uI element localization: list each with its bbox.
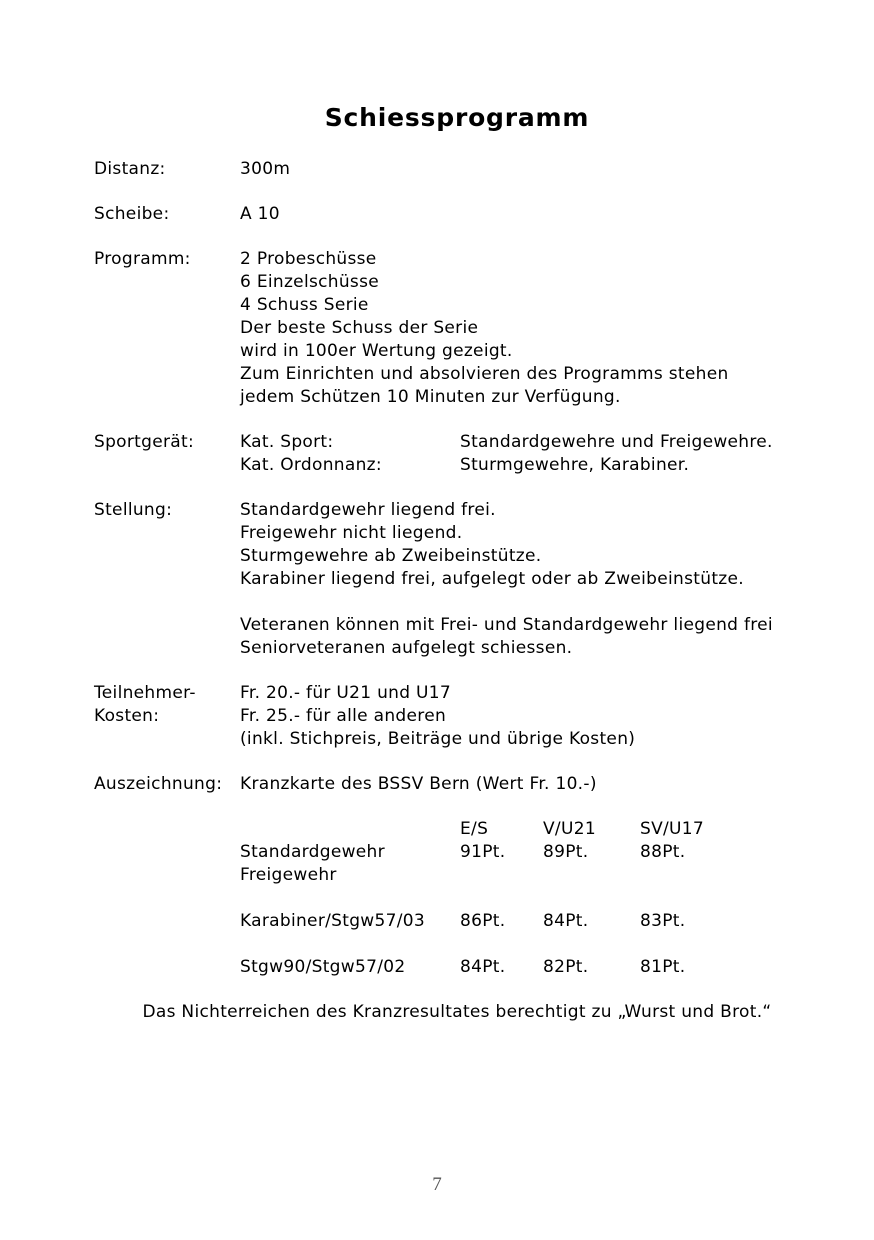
section-teilnehmer-kosten bbox=[94, 682, 820, 751]
sportgeraet-val: Standardgewehre und Freigewehre. bbox=[460, 432, 773, 452]
column-header-svu17: SV/U17 bbox=[640, 819, 705, 839]
points-vu21: 82Pt. bbox=[543, 957, 589, 977]
weapon-label: Stgw90/Stgw57/02 bbox=[240, 957, 406, 977]
section-stellung-label: Stellung: bbox=[94, 500, 173, 520]
text-line: Fr. 25.- für alle anderen bbox=[240, 706, 447, 726]
text-line: (inkl. Stichpreis, Beiträge und übrige Kosten) bbox=[240, 729, 636, 749]
points-es: 84Pt. bbox=[460, 957, 506, 977]
page-number: 7 bbox=[432, 1174, 442, 1195]
text-line: Karabiner liegend frei, aufgelegt oder ab Zweibeinstütze. bbox=[240, 569, 744, 589]
section-auszeichnung-label: Auszeichnung: bbox=[94, 774, 223, 794]
sportgeraet-val: Sturmgewehre, Karabiner. bbox=[460, 455, 690, 475]
weapon-label: Standardgewehr bbox=[240, 842, 385, 862]
sportgeraet-key: Kat. Ordonnanz: bbox=[240, 455, 382, 475]
section-teilnehmer-kosten-label bbox=[94, 682, 240, 751]
table-row bbox=[240, 956, 820, 979]
column-header-es: E/S bbox=[460, 819, 489, 839]
section-distanz-value: 300m bbox=[240, 159, 291, 179]
section-sportgeraet-label: Sportgerät: bbox=[94, 432, 194, 452]
text-line: wird in 100er Wertung gezeigt. bbox=[240, 341, 513, 361]
points-table-header-row bbox=[240, 818, 820, 841]
section-scheibe-label: Scheibe: bbox=[94, 204, 170, 224]
section-sportgeraet bbox=[94, 431, 820, 477]
text-line: Veteranen können mit Frei- und Standardgewehr liegend frei bbox=[240, 615, 773, 635]
blank-line bbox=[240, 933, 820, 956]
text-line: 2 Probeschüsse bbox=[240, 249, 377, 269]
section-programm bbox=[94, 248, 820, 409]
sportgeraet-key: Kat. Sport: bbox=[240, 432, 334, 452]
points-table-header-empty bbox=[240, 818, 460, 841]
footer-note: Das Nichterreichen des Kranzresultates berechtigt zu „Wurst und Brot.“ bbox=[142, 1002, 772, 1022]
table-row bbox=[240, 910, 820, 933]
section-teilnehmer-kosten-value bbox=[240, 682, 820, 751]
section-auszeichnung-value: Kranzkarte des BSSV Bern (Wert Fr. 10.-) bbox=[240, 774, 597, 794]
points-svu17: 81Pt. bbox=[640, 957, 686, 977]
text-line: jedem Schützen 10 Minuten zur Verfügung. bbox=[240, 387, 621, 407]
text-line: Der beste Schuss der Serie bbox=[240, 318, 479, 338]
text-line: Kosten: bbox=[94, 706, 160, 726]
points-table bbox=[240, 818, 820, 979]
points-es: 86Pt. bbox=[460, 911, 506, 931]
section-scheibe bbox=[94, 203, 820, 226]
points-svu17: 83Pt. bbox=[640, 911, 686, 931]
column-header-vu21: V/U21 bbox=[543, 819, 596, 839]
points-table-indent bbox=[94, 818, 240, 979]
weapon-label: Freigewehr bbox=[240, 865, 337, 885]
points-es: 91Pt. bbox=[460, 842, 506, 862]
points-table-section bbox=[94, 818, 820, 979]
text-line: Zum Einrichten und absolvieren des Programms stehen bbox=[240, 364, 729, 384]
section-sportgeraet-value bbox=[240, 431, 820, 477]
section-programm-value bbox=[240, 248, 820, 409]
text-line: 4 Schuss Serie bbox=[240, 295, 369, 315]
blank-line bbox=[240, 591, 820, 614]
section-auszeichnung bbox=[94, 773, 820, 796]
sportgeraet-row bbox=[240, 454, 820, 477]
text-line: Sturmgewehre ab Zweibeinstütze. bbox=[240, 546, 542, 566]
sportgeraet-row bbox=[240, 431, 820, 454]
section-stellung bbox=[94, 499, 820, 660]
points-vu21: 89Pt. bbox=[543, 842, 589, 862]
text-line: Seniorveteranen aufgelegt schiessen. bbox=[240, 638, 573, 658]
blank-line bbox=[240, 887, 820, 910]
text-line: 6 Einzelschüsse bbox=[240, 272, 379, 292]
page-title: Schiessprogramm bbox=[324, 103, 590, 132]
section-scheibe-value: A 10 bbox=[240, 204, 280, 224]
section-stellung-value bbox=[240, 499, 820, 660]
points-svu17: 88Pt. bbox=[640, 842, 686, 862]
weapon-label: Karabiner/Stgw57/03 bbox=[240, 911, 425, 931]
text-line: Teilnehmer- bbox=[94, 683, 196, 703]
text-line: Standardgewehr liegend frei. bbox=[240, 500, 496, 520]
text-line: Fr. 20.- für U21 und U17 bbox=[240, 683, 452, 703]
section-programm-label: Programm: bbox=[94, 249, 191, 269]
table-row bbox=[240, 841, 820, 887]
section-distanz bbox=[94, 158, 820, 181]
points-vu21: 84Pt. bbox=[543, 911, 589, 931]
section-distanz-label: Distanz: bbox=[94, 159, 166, 179]
text-line: Freigewehr nicht liegend. bbox=[240, 523, 463, 543]
